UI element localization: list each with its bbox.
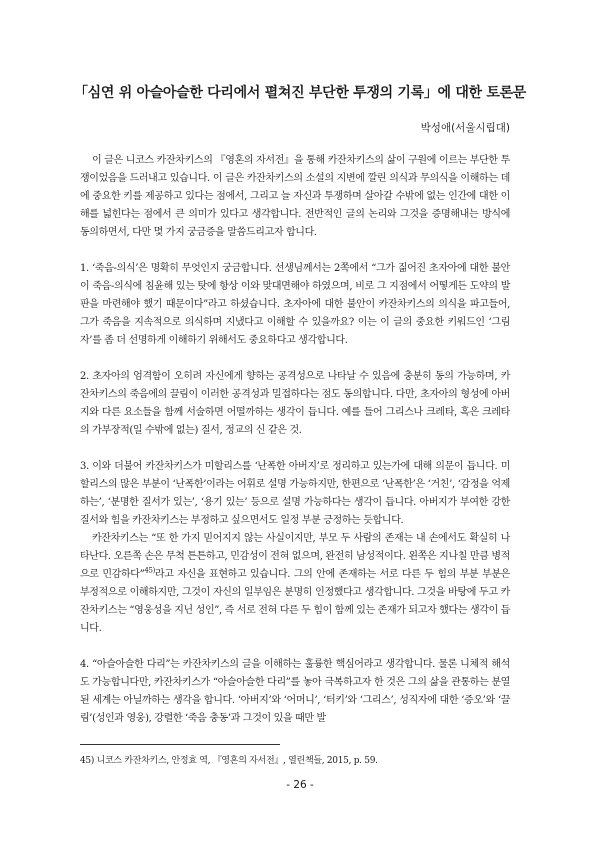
body-text [80, 152, 510, 728]
paragraph-1: 1. ‘죽음-의식’은 명확히 무엇인지 궁금합니다. 선생님께서는 2쪽에서 “그가 짊어진 초자아에 대한 불안이 죽음-의식에 침윤해 있는 탓에 항상 이와 맞대면해야 하였으며, 비로 그 지점에서 어떻게든 도약의 발판을 마련해야 했기 때문이다”라고 하셨습니다. 초자아에 대한 불안이 카잔차키스의 의식을 파고들어, 그가 죽음을 지속적으로 의식하며 지냈다고 이해할 수 있을까요? 이는 이 글의 중요한 키워드인 ‘그림자’를 좀 더 선명하게 이해하기 위해서도 중요하다고 생각합니다. [80, 263, 510, 346]
footnote-divider [80, 744, 280, 745]
footnote-reference: 45) [144, 566, 155, 575]
paragraph-3: 3. 이와 더불어 카잔차키스가 미할리스를 ‘난폭한 아버지’로 정리하고 있는가에 대해 의문이 듭니다. 미할리스의 많은 부분이 ‘난폭한’이라는 어휘로 설명 가능하지만, 한편으로 ‘난폭한’은 ‘거친’, ‘감정을 억제하는’, ‘분명한 질서가 있는’, ‘용기 있는’ 등으로 설명 가능하다는 생각이 듭니다. 아버지가 부여한 강한 질서와 힘을 카잔차키스는 부정하고 싶으면서도 일정 부분 긍정하는 듯합니다. [80, 461, 510, 526]
paragraph-4: 4. “아슬아슬한 다리”는 카잔차키스의 글을 이해하는 훌륭한 핵심어라고 생각합니다. 물론 니체적 해석도 가능합니다만, 카잔차키스가 “아슬아슬한 다리”를 놓아 극복하고자 한 것은 그의 삶을 관통하는 분열된 세계는 아닐까하는 생각을 합니다. ‘아버지’와 ‘어머니’, ‘터키’와 ‘그리스’, 성직자에 대한 ‘증오’와 ‘끌림’(성인과 영웅), 강렬한 ‘죽음 충동’과 그것이 있을 때만 발 [80, 659, 510, 724]
paragraph-2: 2. 초자아의 엄격함이 오히려 자신에게 향하는 공격성으로 나타날 수 있음에 충분히 동의 가능하며, 카잔차키스의 죽음에의 끌림이 이러한 공격성과 밀접하다는 점도 동의합니다. 다만, 초자아의 형성에 아버지와 다른 요소들을 함께 서술하면 어떨까하는 생각이 듭니다. 예를 들어 그리스나 크레타, 혹은 크레타의 가부장적(일 수밖에 없는) 질서, 정교의 신 같은 것. [80, 371, 510, 436]
footnote: 45) 니코스 카잔차키스, 안정효 역, 『영혼의 자서전』, 열린책들, 2015, p. 59. [80, 756, 378, 766]
author-affiliation: 박성애(서울시립대) [420, 122, 510, 134]
paragraph-3-continued [80, 530, 510, 638]
paragraph-3-rest: 라고 자신을 표현하고 있습니다. 그의 안에 존재하는 서로 다른 두 힘의 부분 부분은 부정적으로 이해하지만, 그것이 자신의 일부임은 분명히 인정했다고 생각합니다. 그것을 바탕에 두고 카잔차키스는 “영웅성을 지닌 성인”, 즉 서로 전혀 다른 두 힘이 함께 있는 존재가 되고자 했다는 생각이 듭니다. [80, 569, 511, 634]
paragraph-3-quote: 카잔차키스는 “또 한 가지 믿어지지 않는 사실이지만, 부모 두 사람의 존재는 내 손에서도 확실히 나타난다. 오른쪽 손은 무척 튼튼하고, 민감성이 전혀 없으며, 완전히 남성적이다. 왼쪽은 지나칠 만큼 병적으로 민감하다” [80, 533, 510, 580]
page-number: - 26 - [286, 779, 314, 791]
paragraph-intro: 이 글은 니코스 카잔차키스의 『영혼의 자서전』을 통해 카잔차키스의 삶이 구원에 이르는 부단한 투쟁이었음을 드러내고 있습니다. 이 글은 카잔차키스의 소설의 지변에 깔린 의식과 무의식을 이해하는 데에 중요한 키를 제공하고 있다는 점에서, 그리고 늘 자신과 투쟁하며 살아갈 수밖에 없는 인간에 대한 이해를 넓힌다는 점에서 큰 의미가 있다고 생각합니다. 전반적인 글의 논리와 그것을 증명해내는 방식에 동의하면서, 다만 몇 가지 궁금증을 말씀드리고자 합니다. [80, 155, 510, 238]
page-title: 「심연 위 아슬아슬한 다리에서 펼쳐진 부단한 투쟁의 기록」에 대한 토론문 [73, 85, 527, 101]
